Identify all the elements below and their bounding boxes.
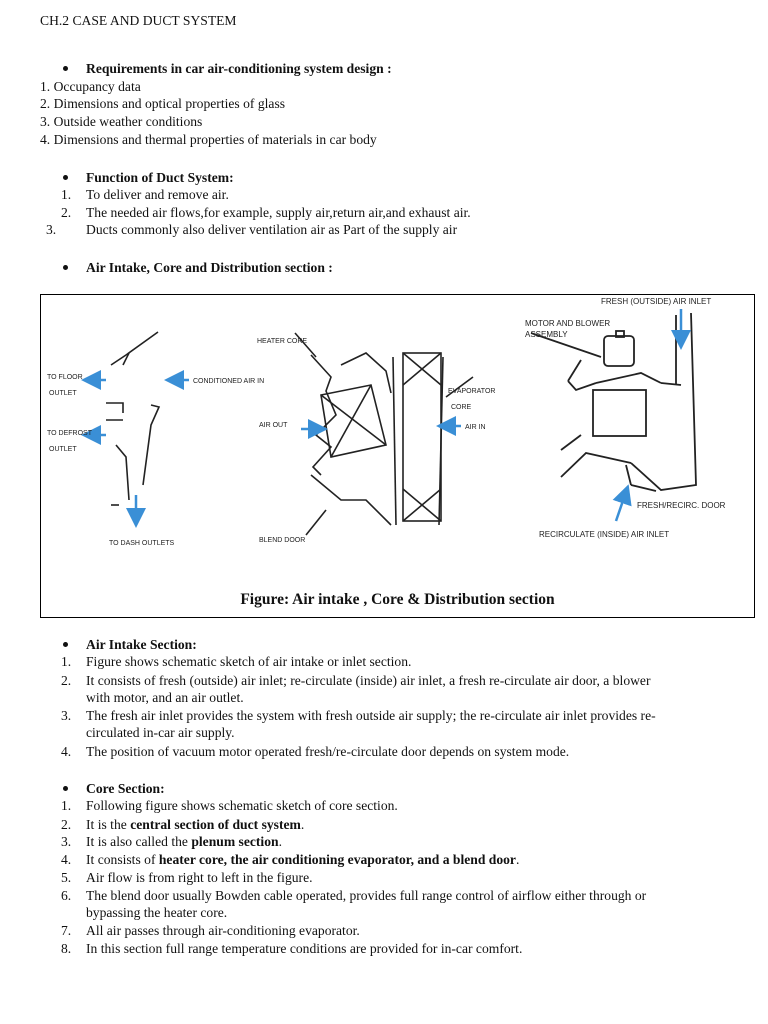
list-number: 2. (61, 817, 72, 832)
list-number: 1. (61, 187, 72, 202)
list-number: 7. (61, 923, 72, 938)
label-to-dash-outlets: TO DASH OUTLETS (109, 540, 175, 547)
list-item: Figure shows schematic sketch of air intake or inlet section. (86, 654, 412, 669)
label-conditioned-air-in: CONDITIONED AIR IN (193, 378, 265, 385)
list-item: 2. Dimensions and optical properties of glass (40, 96, 286, 111)
list-item-continued: with motor, and an air outlet. (86, 690, 244, 705)
list-item: It consists of fresh (outside) air inlet; re-circulate (inside) air inlet, a fresh re-circulate air door, a blower (86, 673, 651, 688)
label-motor-blower: MOTOR AND BLOWER (525, 319, 611, 328)
list-number: 2. (61, 673, 72, 688)
label-air-out: AIR OUT (259, 422, 288, 429)
label-motor-blower-assembly: ASSEMBLY (525, 330, 568, 339)
section-title-requirements: Requirements in car air-conditioning system design : (86, 61, 392, 76)
list-item: In this section full range temperature conditions are provided for in-car comfort. (86, 941, 523, 956)
list-item: To deliver and remove air. (86, 187, 229, 202)
intake-section-lines (531, 313, 696, 491)
distribution-section-lines (106, 332, 159, 505)
list-item: The needed air flows,for example, supply air,return air,and exhaust air. (86, 205, 471, 220)
section-title-core: Core Section: (86, 781, 165, 796)
list-item: 3. Outside weather conditions (40, 114, 203, 129)
label-blend-door: BLEND DOOR (259, 537, 306, 544)
list-number: 2. (61, 205, 72, 220)
bullet-icon (63, 265, 68, 270)
label-fresh-air-inlet: FRESH (OUTSIDE) AIR INLET (601, 297, 712, 306)
list-number: 8. (61, 941, 72, 956)
bullet-icon (63, 642, 68, 647)
bullet-icon (63, 66, 68, 71)
list-number: 1. (61, 654, 72, 669)
list-item-continued: circulated in-car air supply. (86, 725, 235, 740)
list-item: The fresh air inlet provides the system with fresh outside air supply; the re-circulate air inlet provides re- (86, 708, 656, 723)
list-item: It is also called the plenum section. (86, 834, 282, 849)
list-number: 3. (61, 708, 72, 723)
page-heading: CH.2 CASE AND DUCT SYSTEM (40, 13, 237, 28)
list-number: 6. (61, 888, 72, 903)
label-evaporator: EVAPORATOR (448, 388, 496, 395)
figure-air-intake-core-distribution (40, 294, 755, 618)
section-title-air-intake: Air Intake Section: (86, 637, 197, 652)
label-to-defrost: TO DEFROST (47, 430, 92, 437)
label-to-floor-outlet: OUTLET (49, 390, 77, 397)
figure-diagram (41, 295, 754, 617)
label-heater-core: HEATER CORE (257, 338, 308, 345)
bullet-icon (63, 786, 68, 791)
list-number: 5. (61, 870, 72, 885)
figure-caption: Figure: Air intake , Core & Distribution section (240, 591, 555, 608)
section-title-duct-function: Function of Duct System: (86, 170, 234, 185)
list-item: Air flow is from right to left in the figure. (86, 870, 313, 885)
list-item: The position of vacuum motor operated fresh/re-circulate door depends on system mode. (86, 744, 570, 759)
bullet-icon (63, 175, 68, 180)
label-to-floor: TO FLOOR (47, 374, 83, 381)
core-section-lines (295, 333, 473, 535)
list-item: All air passes through air-conditioning evaporator. (86, 923, 360, 938)
label-air-in: AIR IN (465, 424, 486, 431)
list-item-continued: bypassing the heater core. (86, 905, 228, 920)
list-number: 4. (61, 744, 72, 759)
list-item: It is the central section of duct system. (86, 817, 305, 832)
list-item: Following figure shows schematic sketch of core section. (86, 798, 398, 813)
list-item: It consists of heater core, the air conditioning evaporator, and a blend door. (86, 852, 520, 867)
list-number: 4. (61, 852, 72, 867)
label-evaporator-core: CORE (451, 404, 472, 411)
section-title-air-intake-core: Air Intake, Core and Distribution section : (86, 260, 333, 275)
label-fresh-recirc-door: FRESH/RECIRC. DOOR (637, 501, 726, 510)
list-item: 4. Dimensions and thermal properties of materials in car body (40, 132, 377, 147)
label-to-defrost-outlet: OUTLET (49, 446, 77, 453)
label-recirculate-air-inlet: RECIRCULATE (INSIDE) AIR INLET (539, 530, 670, 539)
list-number: 3. (46, 222, 57, 237)
distribution-arrows (86, 380, 189, 523)
list-item: 1. Occupancy data (40, 79, 141, 94)
list-item: The blend door usually Bowden cable operated, provides full range control of airflow either through or (86, 888, 647, 903)
list-number: 3. (61, 834, 72, 849)
list-number: 1. (61, 798, 72, 813)
list-item: Ducts commonly also deliver ventilation air as Part of the supply air (86, 222, 458, 237)
